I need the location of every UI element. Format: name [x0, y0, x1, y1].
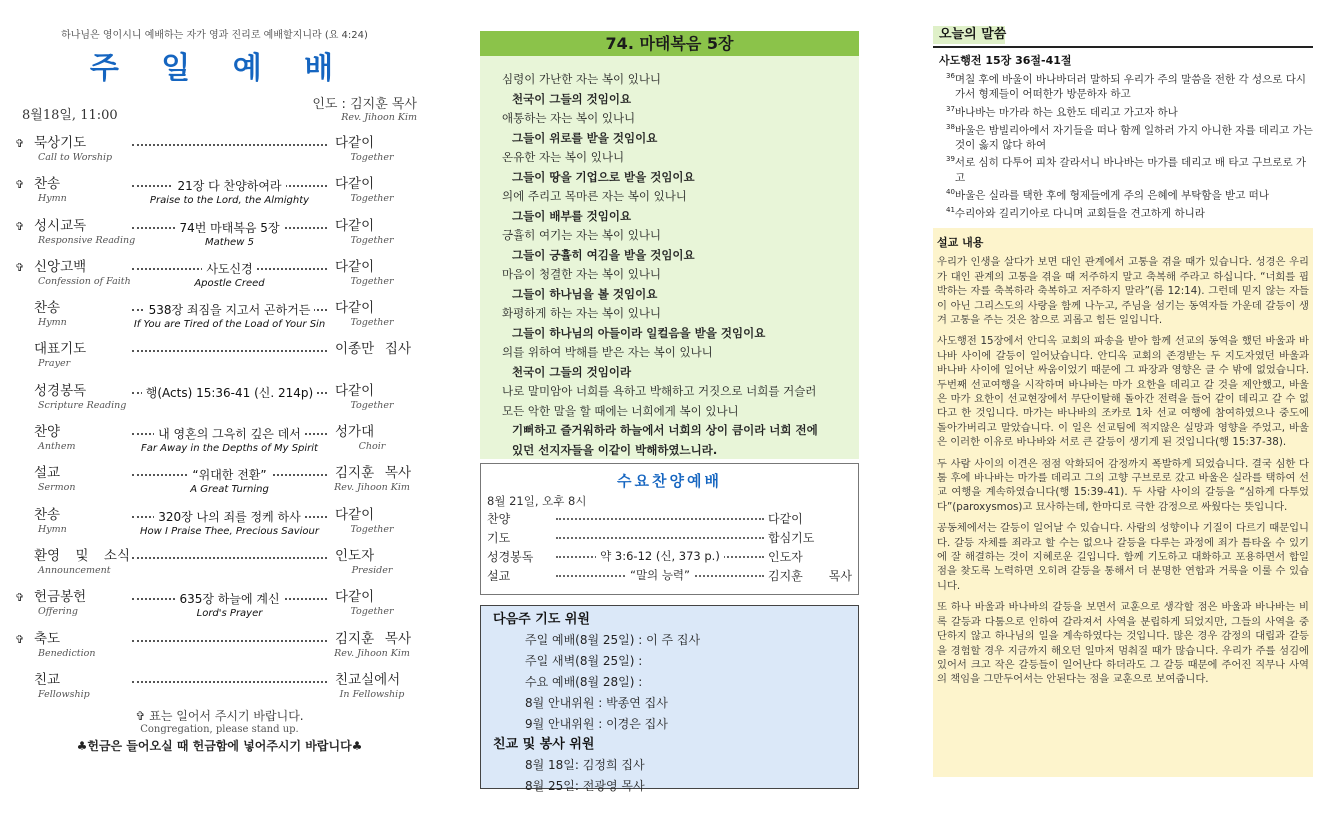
dotted-leader — [132, 681, 327, 683]
offering-note: ♣헌금은 들어오실 때 헌금함에 넣어주시기 바랍니다♣ — [76, 739, 363, 754]
stand-cross-icon: ✞ — [15, 137, 25, 150]
order-item-name-ko: 찬송 — [34, 300, 61, 317]
order-item-resp-en: Together — [350, 523, 394, 535]
order-item-detail — [132, 506, 327, 537]
wednesday-item-name: 설교 — [487, 569, 511, 583]
order-item-resp-en: Together — [350, 193, 394, 205]
prayer-item: 8월 안내위원 : 박종연 집사 — [525, 696, 668, 710]
order-item-detail-en: Far Away in the Depths of My Spirit — [141, 443, 318, 455]
wednesday-order — [487, 509, 852, 585]
wednesday-item-content — [552, 566, 768, 585]
order-item-content — [132, 544, 327, 574]
sermon-paragraph: 공동체에서는 갈등이 일어날 수 있습니다. 사람의 성향이나 기질이 다르기 때문입니다. 갈등 자체를 죄라고 할 수는 없으나 갈등을 다루는 과정에 죄가 틈타올 수 있기에 잘 해결하는 것이 지혜로운 길입니다. 함께 기도하고 대화하고 포용하면서 합일점을 찾도록 노력하면 오히려 갈등을 통해서 더 분명한 연합과 거룩을 이룰 수 있습니다. — [937, 522, 1309, 592]
worship-order-panel — [15, 26, 417, 796]
order-item-responsible — [327, 503, 417, 535]
order-item-name — [22, 420, 132, 452]
order-item-resp-en: Together — [350, 399, 394, 411]
order-item — [22, 414, 417, 455]
order-item-responsible — [327, 585, 417, 617]
wednesday-row — [487, 566, 852, 585]
order-item-content — [132, 214, 327, 248]
reading-leader-line: 심령이 가난한 자는 복이 있나니 — [502, 72, 662, 86]
order-item-name-ko: 신앙고백 — [34, 258, 87, 275]
order-item-content — [132, 337, 327, 367]
leader-name: 인도 : 김지훈 목사 — [312, 97, 417, 112]
order-item-name-ko: 대표기도 — [34, 341, 87, 358]
order-item-detail — [132, 423, 327, 454]
order-item-name — [22, 296, 132, 328]
wednesday-title: 수요찬양예배 — [617, 472, 722, 490]
order-item-responsible — [327, 379, 417, 411]
wednesday-row — [487, 547, 852, 566]
order-item-resp-en: Choir — [358, 441, 386, 453]
order-item-name — [22, 544, 132, 576]
order-item — [22, 290, 417, 331]
order-item — [22, 497, 417, 538]
verse-text: 수리아와 길리기아로 다니며 교회들을 견고하게 하니라 — [954, 207, 1205, 220]
wednesday-service-box — [480, 463, 859, 595]
order-item-content — [132, 461, 327, 496]
order-item-name — [22, 503, 132, 535]
order-item-responsible — [327, 296, 417, 328]
order-item-name-en: Prayer — [38, 358, 71, 370]
order-item-resp-en: Together — [350, 317, 394, 329]
wednesday-row — [487, 509, 852, 528]
sermon-paragraph: 두 사람 사이의 이견은 점점 악화되어 감정까지 폭발하게 되었습니다. 결국 심한 다툼 후에 바나바는 마가를 데리고 그의 고향 구브로로 갔고 바울은 실라를 택하여 선교 여행을 계속하였습니다(행 15:39-41). 두 사람 사이의 갈등을 “심하게 다투었다”(paroxysmos)고 묘사하는데, 한마디로 극한 감정으로 싸웠다는 뜻입니다. — [937, 457, 1309, 513]
wednesday-item-detail-text: “말의 능력” — [626, 568, 694, 582]
order-item-resp-en: Presider — [351, 564, 393, 576]
order-item-content — [132, 420, 327, 455]
order-item-detail-en: Mathew 5 — [205, 236, 254, 248]
order-item-name-en: Sermon — [38, 482, 76, 494]
order-item-resp-ko: 인도자 — [335, 547, 375, 564]
todays-word-title: 오늘의 말씀 — [933, 26, 1313, 48]
order-item-resp-ko: 김지훈 목사 — [335, 465, 411, 482]
order-item-resp-ko: 친교실에서 — [335, 671, 401, 688]
order-item-name-en: Scripture Reading — [38, 399, 127, 411]
wednesday-item-content — [552, 509, 768, 528]
scripture-verse — [935, 120, 1313, 153]
sermon-paragraph: 또 하나 바울과 바나바의 갈등을 보면서 교훈으로 생각할 점은 바울과 바나바는 비록 갈등과 다툼으로 인하여 갈라져서 사역을 분립하게 되었지만, 그들의 사역을 중단하지 않고 하나님의 일을 계속하였다는 것입니다. 많은 경우 감정의 대립과 갈등을 경험할 경우 지금까지 해오던 일마저 멈춰질 때가 많습니다. 우리가 주를 섬김에 있어서 크고 작은 갈등들이 일어난다 하더라도 그 갈등 때문에 주어진 직무나 사역의 책임을 그만두어서는 안된다는 점을 교훈으로 보여줍니다. — [937, 601, 1309, 686]
wednesday-item-responsible: 인도자 — [768, 550, 803, 564]
order-item-name-en: Fellowship — [38, 688, 90, 700]
wednesday-item-detail-text: 약 3:6-12 (신, 373 p.) — [596, 549, 724, 563]
order-item — [15, 125, 417, 166]
order-item-content — [132, 585, 327, 620]
order-item-responsible — [327, 131, 417, 163]
reading-response-line: 그들이 하나님을 볼 것임이요 — [512, 286, 658, 301]
stand-cross-icon: ✞ — [15, 632, 25, 646]
order-item-resp-ko: 다같이 — [335, 176, 375, 193]
order-item-resp-ko: 다같이 — [335, 258, 375, 275]
prayer-item: 수요 예배(8월 28일) : — [525, 675, 643, 689]
order-item-name-ko: 성시교독 — [34, 217, 87, 234]
order-item-detail-ko: 사도신경 — [202, 260, 256, 277]
reading-leader-line: 나로 말미암아 너희를 욕하고 박해하고 거짓으로 너희를 거슬러 — [502, 384, 817, 398]
reading-response-line: 그들이 긍휼히 여김을 받을 것임이요 — [512, 247, 695, 262]
order-item-name-ko: 성경봉독 — [34, 382, 87, 399]
order-item-detail — [132, 217, 327, 248]
reading-leader-line: 화평하게 하는 자는 복이 있나니 — [502, 306, 662, 320]
order-item-resp-ko: 다같이 — [335, 506, 375, 523]
order-item-name — [22, 379, 132, 411]
verse-number: 37 — [946, 104, 955, 113]
scripture-reference: 사도행전 15장 36절-41절 — [939, 54, 1072, 67]
order-item-detail — [132, 175, 327, 206]
order-item-detail-en: Apostle Creed — [194, 277, 265, 289]
order-item-resp-ko: 성가대 — [335, 424, 375, 441]
verse-number: 36 — [946, 72, 955, 80]
reading-leader-line: 온유한 자는 복이 있나니 — [502, 150, 625, 164]
order-item-detail-ko: 320장 나의 죄를 정케 하사 — [154, 508, 305, 525]
order-item-content — [132, 255, 327, 289]
order-item-detail — [132, 588, 327, 619]
scripture-verse — [935, 185, 1313, 203]
verse-text: 며칠 후에 바울이 바나바더러 말하되 우리가 주의 말씀을 전한 각 성으로 다시 가서 형제들이 어떠한가 방문하자 하고 — [954, 73, 1307, 101]
dotted-leader — [556, 537, 764, 539]
reading-leader-line: 긍휼히 여기는 자는 복이 있나니 — [502, 228, 662, 242]
order-of-worship — [15, 125, 417, 703]
order-item — [22, 455, 417, 496]
order-item-name — [22, 337, 132, 369]
order-item-name-ko: 묵상기도 — [34, 135, 87, 151]
order-item-detail-ko: 내 영혼의 그윽히 깊은 데서 — [154, 425, 305, 442]
order-item-resp-ko: 다같이 — [335, 300, 375, 317]
scripture-verse — [935, 102, 1313, 120]
order-item-name-ko: 친교 — [34, 671, 61, 688]
responsive-reading-title: 74. 마태복음 5장 — [480, 31, 859, 56]
verse-number: 38 — [946, 122, 955, 131]
reading-response-line: 그들이 위로를 받을 것임이요 — [512, 130, 658, 145]
order-item-name-ko: 환영 및 소식 — [34, 547, 130, 564]
order-item — [15, 249, 417, 290]
order-item-content — [132, 668, 327, 698]
sermon-paragraph: 사도행전 15장에서 안디옥 교회의 파송을 받아 함께 선교의 동역을 했던 바울과 바나바 사이에 갈등이 일어났습니다. 안디옥 교회의 존경받는 두 지도자였던 바울과 바나바 사이에 일어난 싸움이었기 때문에 그 파장과 영향은 클 수 밖에 없었습니다. 두번째 선교여행을 시작하며 바나바는 마가 요한을 데리고 갈 것을 제안했고, 바울은 마가 요한이 선교현장에서 무단이탈해 돌아간 전력을 들어 같이 데리고 갈 수 없다고 한 것입니다. 마가는 바나바의 조카로 1차 선교 여행에 참여하였으나 중도에 돌아가버리고 말았습니다. 이 일은 선교팀에 적지않은 실망과 영향을 주었고, 바울은 이러한 이유로 바나바와 서로 큰 갈등이 생기게 된 것입니다(행 15:37-38). — [937, 335, 1309, 449]
service-date: 8월18일, 11:00 — [22, 108, 118, 123]
order-item-content — [132, 503, 327, 537]
order-item-name — [22, 255, 132, 287]
order-item-detail — [132, 464, 327, 495]
verse-text: 바울은 밤빌리아에서 자기들을 떠나 함께 일하러 가지 아니한 자를 데리고 가는 것이 옳지 않다 하여 — [954, 124, 1313, 151]
wednesday-item-responsible: 김지훈 목사 — [768, 569, 852, 583]
order-item — [15, 166, 417, 207]
order-item-resp-en: Rev. Jihoon Kim — [334, 647, 410, 659]
order-item-detail-en: Lord's Prayer — [196, 608, 263, 620]
reading-response-line: 그들이 땅을 기업으로 받을 것임이요 — [512, 169, 695, 184]
order-item-content — [132, 379, 327, 409]
order-item-detail-en: If You are Tired of the Load of Your Sin — [133, 319, 326, 331]
worship-footer — [22, 707, 417, 754]
wednesday-item-responsible: 합심기도 — [768, 531, 815, 545]
scripture-verse — [935, 152, 1313, 185]
order-item-detail — [132, 258, 327, 289]
header-verse: 하나님은 영이시니 예배하는 자가 영과 진리로 예배할지니라 (요 4:24) — [61, 30, 368, 41]
order-item — [22, 662, 417, 703]
order-item-responsible — [327, 461, 417, 493]
order-item-name-en: Anthem — [38, 441, 76, 453]
verse-text: 서로 심히 다투어 피차 갈라서니 바나바는 마가를 데리고 배 타고 구브로로 가고 — [954, 156, 1307, 184]
order-item-name-ko: 찬송 — [34, 176, 61, 193]
reading-leader-line: 모든 악한 말을 할 때에는 너희에게 복이 있나니 — [502, 403, 739, 418]
order-item-detail-en: Praise to the Lord, the Almighty — [149, 195, 310, 207]
order-item-responsible — [327, 214, 417, 246]
stand-cross-icon: ✞ — [15, 219, 25, 233]
sermon-paragraph: 우리가 인생을 살다가 보면 대인 관계에서 고통을 겪을 때가 있습니다. 성경은 우리가 대인 관계의 고통을 겪을 때 저주하지 말고 축복해 주라고 하십니다. “너희를 핍박하는 자를 축복하라 축복하고 저주하지 말라”(롬 12:14). 그런데 믿지 않는 자들이 아닌 그리스도의 사랑을 함께 나누고, 주님을 섬기는 동역자들 가운데 갈등이 생겨 고통을 주는 것은 참으로 괴롭고 힘든 일입니다. — [937, 256, 1309, 326]
order-item-name-en: Announcement — [38, 564, 111, 576]
reading-leader-line: 마음이 청결한 자는 복이 있나니 — [502, 267, 662, 281]
dotted-leader — [132, 557, 327, 559]
order-item-responsible — [327, 668, 417, 700]
order-item-detail-ko: 635장 하늘에 계신 — [175, 590, 283, 607]
verse-text: 바나바는 마가라 하는 요한도 데리고 가고자 하나 — [954, 106, 1178, 119]
stand-cross-icon: ✞ — [15, 260, 25, 274]
wednesday-item-name: 찬양 — [487, 512, 511, 526]
order-item-resp-en: Together — [350, 234, 394, 246]
order-item-resp-ko: 다같이 — [335, 382, 375, 399]
reading-leader-line: 의에 주리고 목마른 자는 복이 있나니 — [502, 189, 687, 203]
verse-text: 바울은 실라를 택한 후에 형제들에게 주의 은혜에 부탁함을 받고 떠나 — [954, 189, 1269, 202]
order-item-name — [22, 668, 132, 700]
prayer-item: 주일 예배(8월 25일) : 이 주 집사 — [525, 633, 701, 647]
wednesday-item-detail — [552, 548, 768, 564]
order-item — [15, 208, 417, 249]
fellowship-list — [493, 755, 858, 797]
fellowship-item: 8월 18일: 김정희 집사 — [525, 758, 645, 772]
order-item-name-en: Hymn — [38, 523, 67, 535]
order-item-content — [132, 131, 327, 161]
wednesday-item-detail — [552, 567, 768, 583]
order-item-name-ko: 헌금봉헌 — [34, 589, 87, 606]
order-item-resp-en: Together — [350, 275, 394, 287]
fellowship-heading: 친교 및 봉사 위원 — [493, 737, 595, 752]
order-item-resp-ko: 이종만 집사 — [335, 341, 411, 358]
leader-name-en: Rev. Jihoon Kim — [341, 112, 417, 123]
wednesday-item-name: 성경봉독 — [487, 550, 534, 564]
reading-response-line: 천국이 그들의 것임이라 — [512, 364, 632, 379]
order-item-content — [132, 172, 327, 207]
wednesday-date: 8월 21일, 오후 8시 — [487, 494, 587, 508]
order-item-detail-ko: 538장 죄짐을 지고서 곤하거든 — [145, 301, 315, 318]
responsive-reading-box — [480, 31, 859, 459]
verse-number: 39 — [946, 155, 955, 164]
order-item-detail-en: How I Praise Thee, Precious Saviour — [140, 525, 319, 537]
verse-number: 40 — [946, 188, 955, 197]
middle-column — [480, 31, 859, 793]
order-item-responsible — [327, 172, 417, 204]
order-item-name-ko: 찬양 — [34, 424, 61, 441]
sermon-title: 설교 내용 — [937, 236, 984, 250]
stand-note: ✞ 표는 일어서 주시기 바랍니다. — [135, 709, 304, 724]
order-item-name-ko: 찬송 — [34, 506, 61, 523]
service-info — [22, 93, 417, 123]
order-item-name-en: Benediction — [38, 647, 96, 659]
order-item-detail — [132, 299, 327, 330]
reading-response-line: 그들이 하나님의 아들이라 일컬음을 받을 것임이요 — [512, 325, 766, 340]
order-item-name — [22, 461, 132, 493]
order-item-detail-ko: 21장 다 찬양하여라 — [173, 177, 285, 194]
prayer-list — [493, 630, 858, 735]
order-item-detail-ko: 행(Acts) 15:36-41 (신. 214p) — [142, 384, 317, 401]
order-item-resp-en: In Fellowship — [339, 688, 405, 700]
order-item-responsible — [327, 544, 417, 576]
prayer-committee-box — [480, 605, 859, 793]
wednesday-item-content — [552, 547, 768, 566]
dotted-leader — [556, 518, 764, 520]
order-item-resp-en: Rev. Jihoon Kim — [334, 482, 410, 494]
scripture-verses — [933, 69, 1313, 221]
order-item — [15, 621, 417, 662]
order-item-resp-en: Together — [350, 606, 394, 618]
wednesday-row — [487, 528, 852, 547]
reading-leader-line: 의를 위하여 박해를 받은 자는 복이 있나니 — [502, 345, 713, 359]
dotted-leader — [132, 144, 327, 146]
stand-cross-icon: ✞ — [15, 178, 25, 192]
order-item-name-en: Call to Worship — [38, 152, 113, 163]
order-item-content — [132, 627, 327, 657]
order-item-resp-ko: 다같이 — [335, 589, 375, 606]
order-item-name — [22, 627, 132, 659]
order-item-name — [22, 585, 132, 617]
order-item-name-en: Responsive Reading — [38, 234, 136, 246]
order-item-resp-ko: 다같이 — [335, 217, 375, 234]
order-item-name-en: Confession of Faith — [38, 275, 131, 287]
stand-cross-icon: ✞ — [15, 591, 25, 605]
order-item-detail — [132, 382, 327, 401]
order-item-resp-ko: 다같이 — [335, 135, 375, 151]
order-item-content — [132, 296, 327, 331]
wednesday-item-content — [552, 528, 768, 547]
order-item — [22, 373, 417, 414]
reading-response-line: 그들이 배부를 것임이요 — [512, 208, 632, 223]
scripture-column — [933, 26, 1313, 777]
order-item-name-ko: 설교 — [34, 465, 61, 482]
prayer-item: 9월 안내위원 : 이경은 집사 — [525, 717, 668, 731]
order-item-name — [22, 131, 132, 163]
wednesday-item-responsible: 다같이 — [768, 512, 803, 526]
service-leader — [312, 93, 417, 123]
sermon-box — [933, 228, 1313, 777]
order-item-name — [22, 172, 132, 204]
wednesday-item-name: 기도 — [487, 531, 511, 545]
reading-leader-line: 애통하는 자는 복이 있나니 — [502, 111, 636, 125]
page-title: 주 일 예 배 — [89, 51, 350, 86]
stand-note-en: Congregation, please stand up. — [140, 724, 299, 736]
order-item-resp-en: Together — [350, 152, 394, 163]
order-item-name-en: Hymn — [38, 193, 67, 205]
verse-number: 41 — [946, 206, 955, 215]
sermon-paragraphs — [937, 255, 1309, 686]
responsive-reading-lines — [480, 56, 859, 460]
fellowship-item: 8월 25일: 전광영 목사 — [525, 779, 645, 793]
order-item-responsible — [327, 420, 417, 452]
reading-response-line: 기뻐하고 즐거워하라 하늘에서 너희의 상이 큼이라 너희 전에 — [512, 423, 818, 437]
order-item-detail-ko: “위대한 전환” — [188, 466, 270, 483]
order-item-name — [22, 214, 136, 246]
scripture-verse — [935, 203, 1313, 221]
order-item-name-en: Offering — [38, 606, 78, 618]
order-item-detail-en: A Great Turning — [190, 484, 269, 496]
reading-response-line: 있던 선지자들을 이같이 박해하였느니라. — [512, 442, 718, 457]
order-item-resp-ko: 김지훈 목사 — [335, 630, 411, 647]
order-item-responsible — [327, 627, 417, 659]
prayer-heading: 다음주 기도 위원 — [493, 612, 590, 627]
prayer-item: 주일 새벽(8월 25일) : — [525, 654, 643, 668]
order-item-name-ko: 축도 — [34, 630, 61, 647]
order-item — [15, 579, 417, 620]
reading-response-line: 천국이 그들의 것임이요 — [512, 91, 632, 106]
dotted-leader — [132, 350, 327, 352]
dotted-leader — [132, 640, 327, 642]
order-item-name-en: Hymn — [38, 317, 67, 329]
order-item — [22, 331, 417, 372]
scripture-verse — [935, 69, 1313, 102]
order-item — [22, 538, 417, 579]
order-item-responsible — [327, 255, 417, 287]
order-item-detail-ko: 74번 마태복음 5장 — [175, 219, 283, 236]
order-item-responsible — [327, 337, 417, 357]
